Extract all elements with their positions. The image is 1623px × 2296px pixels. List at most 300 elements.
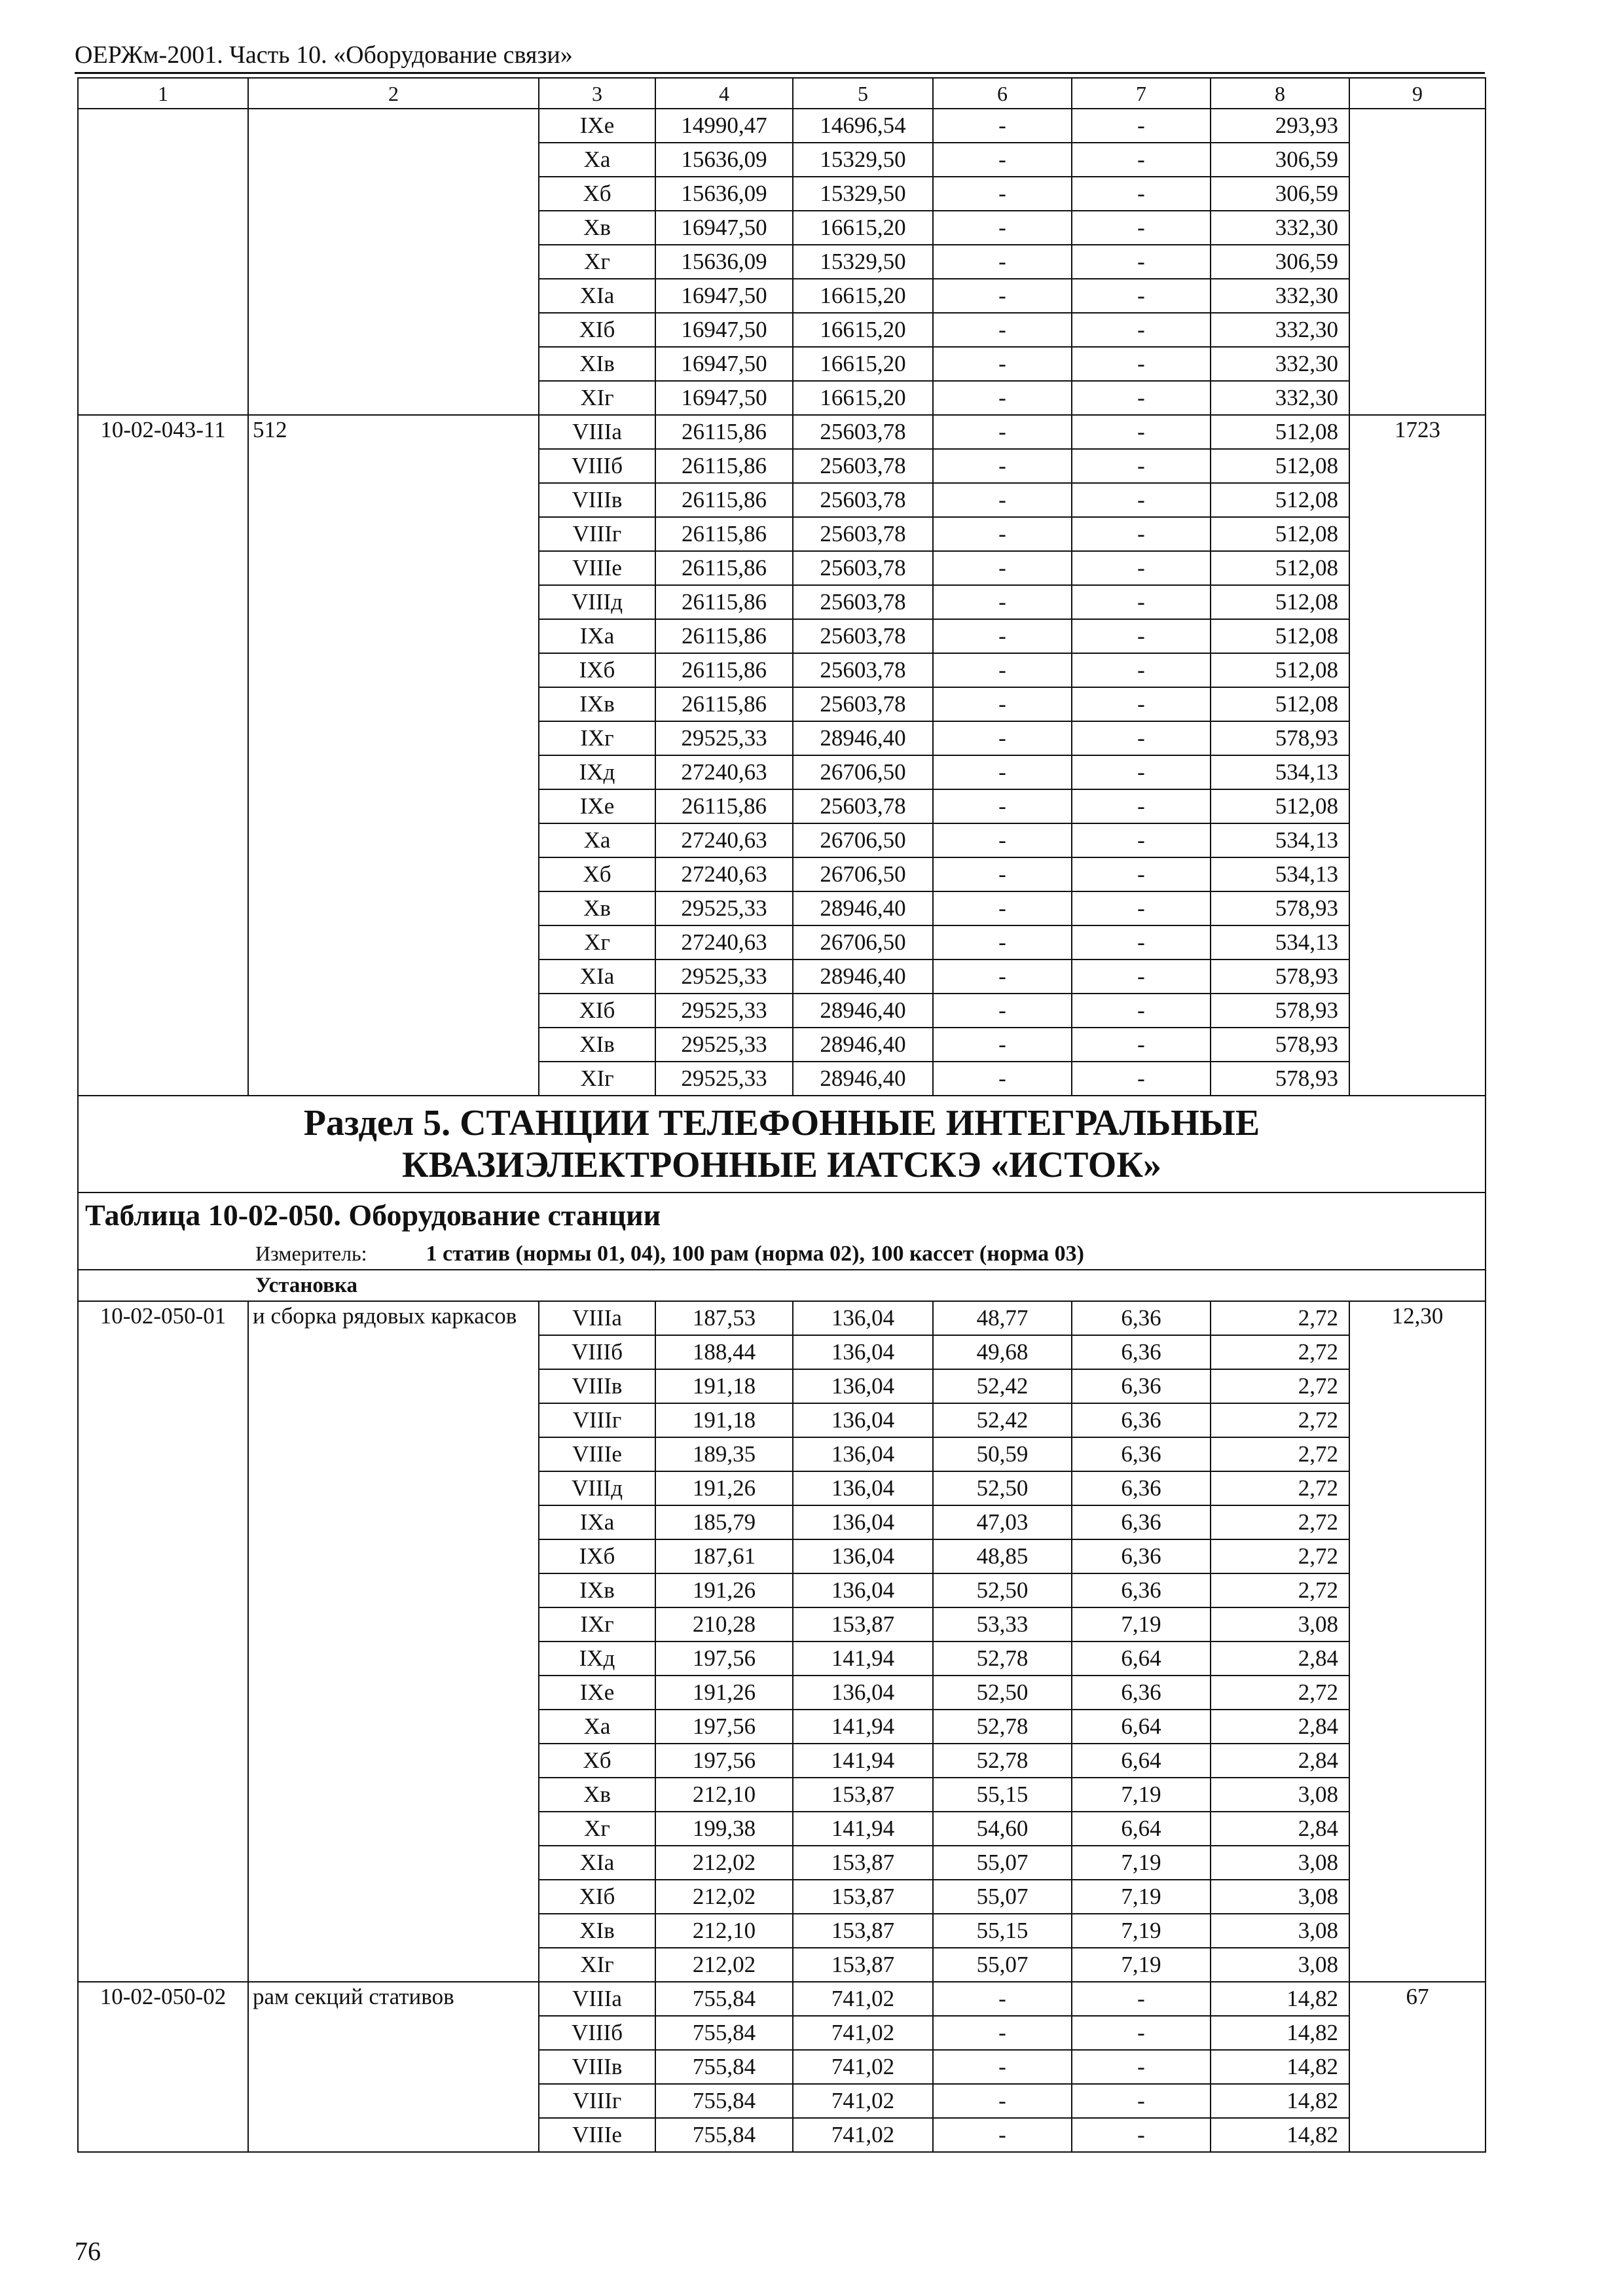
zone-cell: IXв xyxy=(539,1573,655,1607)
material-cost-cell: 14,82 xyxy=(1211,2050,1349,2084)
material-cost-cell: 2,72 xyxy=(1211,1301,1349,1335)
zone-cell: VIIIв xyxy=(539,483,655,517)
zone-cell: XIб xyxy=(539,313,655,347)
machine-cost-cell: - xyxy=(933,823,1072,857)
column-number-cell: 1 xyxy=(78,78,248,109)
labor-cost-cell: 141,94 xyxy=(793,1812,933,1846)
labor-cost-cell: 25603,78 xyxy=(793,415,933,449)
machine-cost-cell: - xyxy=(933,789,1072,823)
measure-cell xyxy=(78,1238,1486,1270)
material-cost-cell: 3,08 xyxy=(1211,1948,1349,1982)
labor-cost-cell: 16615,20 xyxy=(793,211,933,245)
zone-cell: XIб xyxy=(539,994,655,1028)
labor-cost-cell: 136,04 xyxy=(793,1301,933,1335)
price-total-cell: 212,02 xyxy=(655,1880,793,1914)
zone-cell: VIIIд xyxy=(539,585,655,619)
machine-cost-cell: 48,85 xyxy=(933,1539,1072,1573)
weight-cell: 67 xyxy=(1349,1982,1486,2152)
running-header: ОЕРЖм-2001. Часть 10. «Оборудование связи» xyxy=(75,41,573,69)
labor-cost-cell: 141,94 xyxy=(793,1710,933,1744)
machine-cost-cell: - xyxy=(933,1028,1072,1062)
operator-wage-cell: - xyxy=(1072,1982,1211,2016)
material-cost-cell: 3,08 xyxy=(1211,1880,1349,1914)
machine-cost-cell: - xyxy=(933,653,1072,687)
zone-cell: Xа xyxy=(539,143,655,177)
price-total-cell: 27240,63 xyxy=(655,857,793,891)
section-heading-row xyxy=(78,1096,1486,1193)
labor-cost-cell: 15329,50 xyxy=(793,177,933,211)
price-total-cell: 15636,09 xyxy=(655,245,793,279)
zone-cell: IXа xyxy=(539,619,655,653)
labor-cost-cell: 25603,78 xyxy=(793,653,933,687)
machine-cost-cell: - xyxy=(933,755,1072,789)
operator-wage-cell: - xyxy=(1072,517,1211,551)
table-body xyxy=(78,78,1486,2152)
price-total-cell: 187,53 xyxy=(655,1301,793,1335)
operator-wage-cell: 6,36 xyxy=(1072,1437,1211,1471)
zone-cell: XIа xyxy=(539,1846,655,1880)
price-table xyxy=(77,77,1486,2153)
labor-cost-cell: 28946,40 xyxy=(793,1028,933,1062)
column-number-cell: 2 xyxy=(248,78,539,109)
operator-wage-cell: 7,19 xyxy=(1072,1948,1211,1982)
machine-cost-cell: - xyxy=(933,687,1072,721)
operator-wage-cell: - xyxy=(1072,2016,1211,2050)
name-cell xyxy=(248,109,539,415)
material-cost-cell: 512,08 xyxy=(1211,789,1349,823)
labor-cost-cell: 16615,20 xyxy=(793,347,933,381)
price-total-cell: 26115,86 xyxy=(655,517,793,551)
machine-cost-cell: - xyxy=(933,2050,1072,2084)
operator-wage-cell: - xyxy=(1072,755,1211,789)
zone-cell: Xв xyxy=(539,211,655,245)
material-cost-cell: 512,08 xyxy=(1211,415,1349,449)
price-total-cell: 191,18 xyxy=(655,1403,793,1437)
operator-wage-cell: 7,19 xyxy=(1072,1607,1211,1641)
operator-wage-cell: 6,36 xyxy=(1072,1539,1211,1573)
labor-cost-cell: 153,87 xyxy=(793,1846,933,1880)
price-total-cell: 16947,50 xyxy=(655,347,793,381)
material-cost-cell: 3,08 xyxy=(1211,1607,1349,1641)
machine-cost-cell: - xyxy=(933,2118,1072,2152)
section-heading xyxy=(78,1096,1486,1193)
material-cost-cell: 332,30 xyxy=(1211,279,1349,313)
material-cost-cell: 306,59 xyxy=(1211,245,1349,279)
column-number-cell: 9 xyxy=(1349,78,1486,109)
machine-cost-cell: - xyxy=(933,1062,1072,1096)
labor-cost-cell: 28946,40 xyxy=(793,994,933,1028)
labor-cost-cell: 741,02 xyxy=(793,2050,933,2084)
material-cost-cell: 14,82 xyxy=(1211,2084,1349,2118)
material-cost-cell: 2,72 xyxy=(1211,1505,1349,1539)
material-cost-cell: 512,08 xyxy=(1211,687,1349,721)
price-total-cell: 197,56 xyxy=(655,1710,793,1744)
operator-wage-cell: - xyxy=(1072,619,1211,653)
machine-cost-cell: - xyxy=(933,381,1072,415)
material-cost-cell: 293,93 xyxy=(1211,109,1349,143)
price-total-cell: 26115,86 xyxy=(655,789,793,823)
table-row xyxy=(78,1301,1486,1335)
operator-wage-cell: - xyxy=(1072,415,1211,449)
machine-cost-cell: 50,59 xyxy=(933,1437,1072,1471)
machine-cost-cell: - xyxy=(933,109,1072,143)
material-cost-cell: 2,72 xyxy=(1211,1539,1349,1573)
zone-cell: Xа xyxy=(539,823,655,857)
operator-wage-cell: 6,36 xyxy=(1072,1301,1211,1335)
labor-cost-cell: 25603,78 xyxy=(793,585,933,619)
column-number-cell: 8 xyxy=(1211,78,1349,109)
zone-cell: IXе xyxy=(539,1676,655,1710)
machine-cost-cell: - xyxy=(933,143,1072,177)
measure-value: 1 статив (нормы 01, 04), 100 рам (норма 02), 100 кассет (норма 03) xyxy=(426,1241,1084,1266)
material-cost-cell: 578,93 xyxy=(1211,891,1349,925)
machine-cost-cell: - xyxy=(933,449,1072,483)
operator-wage-cell: 6,36 xyxy=(1072,1369,1211,1403)
zone-cell: IXб xyxy=(539,1539,655,1573)
machine-cost-cell: 55,15 xyxy=(933,1778,1072,1812)
labor-cost-cell: 15329,50 xyxy=(793,143,933,177)
zone-cell: VIIIг xyxy=(539,2084,655,2118)
machine-cost-cell: 52,78 xyxy=(933,1641,1072,1676)
price-total-cell: 188,44 xyxy=(655,1335,793,1369)
machine-cost-cell: 48,77 xyxy=(933,1301,1072,1335)
machine-cost-cell: - xyxy=(933,483,1072,517)
price-total-cell: 755,84 xyxy=(655,1982,793,2016)
price-total-cell: 26115,86 xyxy=(655,483,793,517)
material-cost-cell: 534,13 xyxy=(1211,857,1349,891)
operator-wage-cell: 6,36 xyxy=(1072,1676,1211,1710)
zone-cell: VIIIе xyxy=(539,2118,655,2152)
material-cost-cell: 534,13 xyxy=(1211,925,1349,960)
material-cost-cell: 512,08 xyxy=(1211,585,1349,619)
labor-cost-cell: 141,94 xyxy=(793,1641,933,1676)
material-cost-cell: 332,30 xyxy=(1211,381,1349,415)
price-total-cell: 197,56 xyxy=(655,1744,793,1778)
price-total-cell: 29525,33 xyxy=(655,1028,793,1062)
material-cost-cell: 512,08 xyxy=(1211,483,1349,517)
operator-wage-cell: - xyxy=(1072,585,1211,619)
price-total-cell: 755,84 xyxy=(655,2118,793,2152)
name-cell: 512 xyxy=(248,415,539,1096)
labor-cost-cell: 25603,78 xyxy=(793,789,933,823)
code-cell: 10-02-050-02 xyxy=(78,1982,248,2152)
labor-cost-cell: 136,04 xyxy=(793,1403,933,1437)
machine-cost-cell: - xyxy=(933,721,1072,755)
material-cost-cell: 578,93 xyxy=(1211,1062,1349,1096)
labor-cost-cell: 28946,40 xyxy=(793,891,933,925)
material-cost-cell: 2,84 xyxy=(1211,1744,1349,1778)
price-total-cell: 27240,63 xyxy=(655,823,793,857)
operator-wage-cell: 7,19 xyxy=(1072,1778,1211,1812)
price-total-cell: 16947,50 xyxy=(655,279,793,313)
operator-wage-cell: 7,19 xyxy=(1072,1880,1211,1914)
operator-wage-cell: - xyxy=(1072,891,1211,925)
machine-cost-cell: - xyxy=(933,994,1072,1028)
material-cost-cell: 2,84 xyxy=(1211,1812,1349,1846)
operator-wage-cell: - xyxy=(1072,381,1211,415)
labor-cost-cell: 15329,50 xyxy=(793,245,933,279)
price-total-cell: 27240,63 xyxy=(655,755,793,789)
price-total-cell: 26115,86 xyxy=(655,415,793,449)
price-total-cell: 15636,09 xyxy=(655,143,793,177)
operator-wage-cell: 6,36 xyxy=(1072,1505,1211,1539)
machine-cost-cell: - xyxy=(933,517,1072,551)
operator-wage-cell: - xyxy=(1072,2118,1211,2152)
price-total-cell: 16947,50 xyxy=(655,313,793,347)
operator-wage-cell: - xyxy=(1072,2084,1211,2118)
price-total-cell: 27240,63 xyxy=(655,925,793,960)
zone-cell: IXб xyxy=(539,653,655,687)
price-total-cell: 26115,86 xyxy=(655,619,793,653)
machine-cost-cell: 55,07 xyxy=(933,1948,1072,1982)
code-cell: 10-02-050-01 xyxy=(78,1301,248,1982)
machine-cost-cell: - xyxy=(933,960,1072,994)
price-total-cell: 29525,33 xyxy=(655,994,793,1028)
operator-wage-cell: - xyxy=(1072,823,1211,857)
operator-wage-cell: - xyxy=(1072,109,1211,143)
zone-cell: XIб xyxy=(539,1880,655,1914)
labor-cost-cell: 741,02 xyxy=(793,1982,933,2016)
labor-cost-cell: 153,87 xyxy=(793,1607,933,1641)
zone-cell: XIг xyxy=(539,1062,655,1096)
labor-cost-cell: 741,02 xyxy=(793,2016,933,2050)
price-total-cell: 191,18 xyxy=(655,1369,793,1403)
machine-cost-cell: 49,68 xyxy=(933,1335,1072,1369)
zone-cell: VIIIа xyxy=(539,1301,655,1335)
material-cost-cell: 578,93 xyxy=(1211,721,1349,755)
price-total-cell: 187,61 xyxy=(655,1539,793,1573)
operator-wage-cell: 6,36 xyxy=(1072,1403,1211,1437)
zone-cell: Xг xyxy=(539,925,655,960)
material-cost-cell: 14,82 xyxy=(1211,2118,1349,2152)
measure-label: Измеритель: xyxy=(255,1241,367,1265)
operator-wage-cell: - xyxy=(1072,653,1211,687)
price-total-cell: 29525,33 xyxy=(655,1062,793,1096)
labor-cost-cell: 26706,50 xyxy=(793,925,933,960)
labor-cost-cell: 136,04 xyxy=(793,1573,933,1607)
labor-cost-cell: 741,02 xyxy=(793,2084,933,2118)
operator-wage-cell: 7,19 xyxy=(1072,1914,1211,1948)
labor-cost-cell: 28946,40 xyxy=(793,1062,933,1096)
labor-cost-cell: 141,94 xyxy=(793,1744,933,1778)
zone-cell: XIа xyxy=(539,279,655,313)
operator-wage-cell: - xyxy=(1072,211,1211,245)
zone-cell: Xб xyxy=(539,857,655,891)
labor-cost-cell: 16615,20 xyxy=(793,381,933,415)
material-cost-cell: 2,72 xyxy=(1211,1573,1349,1607)
weight-cell: 12,30 xyxy=(1349,1301,1486,1982)
zone-cell: VIIIб xyxy=(539,449,655,483)
operator-wage-cell: - xyxy=(1072,857,1211,891)
price-total-cell: 26115,86 xyxy=(655,585,793,619)
labor-cost-cell: 28946,40 xyxy=(793,721,933,755)
zone-cell: XIв xyxy=(539,1028,655,1062)
labor-cost-cell: 136,04 xyxy=(793,1505,933,1539)
zone-cell: IXг xyxy=(539,721,655,755)
code-cell: 10-02-043-11 xyxy=(78,415,248,1096)
operator-wage-cell: - xyxy=(1072,245,1211,279)
price-total-cell: 185,79 xyxy=(655,1505,793,1539)
operator-wage-cell: - xyxy=(1072,551,1211,585)
material-cost-cell: 512,08 xyxy=(1211,619,1349,653)
operator-wage-cell: - xyxy=(1072,960,1211,994)
column-number-cell: 6 xyxy=(933,78,1072,109)
material-cost-cell: 3,08 xyxy=(1211,1778,1349,1812)
zone-cell: VIIIа xyxy=(539,415,655,449)
column-number-cell: 4 xyxy=(655,78,793,109)
section-heading-line-2: КВАЗИЭЛЕКТРОННЫЕ ИАТСКЭ «ИСТОК» xyxy=(402,1145,1161,1185)
machine-cost-cell: - xyxy=(933,2016,1072,2050)
machine-cost-cell: 52,50 xyxy=(933,1573,1072,1607)
labor-cost-cell: 14696,54 xyxy=(793,109,933,143)
price-total-cell: 191,26 xyxy=(655,1573,793,1607)
labor-cost-cell: 28946,40 xyxy=(793,960,933,994)
labor-cost-cell: 25603,78 xyxy=(793,551,933,585)
column-number-cell: 3 xyxy=(539,78,655,109)
zone-cell: IXв xyxy=(539,687,655,721)
zone-cell: VIIIг xyxy=(539,517,655,551)
material-cost-cell: 578,93 xyxy=(1211,1028,1349,1062)
machine-cost-cell: 52,50 xyxy=(933,1676,1072,1710)
machine-cost-cell: 52,42 xyxy=(933,1403,1072,1437)
price-total-cell: 755,84 xyxy=(655,2016,793,2050)
material-cost-cell: 2,72 xyxy=(1211,1403,1349,1437)
machine-cost-cell: - xyxy=(933,177,1072,211)
operator-wage-cell: - xyxy=(1072,177,1211,211)
operator-wage-cell: - xyxy=(1072,449,1211,483)
operator-wage-cell: - xyxy=(1072,347,1211,381)
material-cost-cell: 2,72 xyxy=(1211,1471,1349,1505)
machine-cost-cell: - xyxy=(933,245,1072,279)
machine-cost-cell: - xyxy=(933,313,1072,347)
machine-cost-cell: 47,03 xyxy=(933,1505,1072,1539)
zone-cell: VIIIд xyxy=(539,1471,655,1505)
table-row xyxy=(78,415,1486,449)
machine-cost-cell: 55,15 xyxy=(933,1914,1072,1948)
zone-cell: Xг xyxy=(539,245,655,279)
labor-cost-cell: 153,87 xyxy=(793,1778,933,1812)
table-row xyxy=(78,109,1486,143)
price-total-cell: 212,10 xyxy=(655,1914,793,1948)
price-total-cell: 210,28 xyxy=(655,1607,793,1641)
zone-cell: IXг xyxy=(539,1607,655,1641)
operator-wage-cell: - xyxy=(1072,1028,1211,1062)
labor-cost-cell: 153,87 xyxy=(793,1948,933,1982)
column-number-cell: 5 xyxy=(793,78,933,109)
price-total-cell: 14990,47 xyxy=(655,109,793,143)
price-total-cell: 191,26 xyxy=(655,1676,793,1710)
price-total-cell: 189,35 xyxy=(655,1437,793,1471)
operator-wage-cell: - xyxy=(1072,483,1211,517)
price-total-cell: 26115,86 xyxy=(655,653,793,687)
subheading-row xyxy=(78,1270,1486,1301)
page-number: 76 xyxy=(75,2236,101,2266)
price-total-cell: 755,84 xyxy=(655,2084,793,2118)
material-cost-cell: 512,08 xyxy=(1211,517,1349,551)
price-total-cell: 16947,50 xyxy=(655,381,793,415)
material-cost-cell: 306,59 xyxy=(1211,143,1349,177)
operator-wage-cell: 6,64 xyxy=(1072,1641,1211,1676)
zone-cell: Xг xyxy=(539,1812,655,1846)
zone-cell: XIг xyxy=(539,1948,655,1982)
column-number-row xyxy=(78,78,1486,109)
machine-cost-cell: - xyxy=(933,891,1072,925)
table-row xyxy=(78,1982,1486,2016)
machine-cost-cell: 52,78 xyxy=(933,1710,1072,1744)
price-total-cell: 197,56 xyxy=(655,1641,793,1676)
material-cost-cell: 534,13 xyxy=(1211,823,1349,857)
operator-wage-cell: - xyxy=(1072,279,1211,313)
price-total-cell: 212,10 xyxy=(655,1778,793,1812)
price-total-cell: 29525,33 xyxy=(655,891,793,925)
table-title: Таблица 10-02-050. Оборудование станции xyxy=(78,1193,1486,1238)
material-cost-cell: 578,93 xyxy=(1211,994,1349,1028)
material-cost-cell: 578,93 xyxy=(1211,960,1349,994)
column-number-cell: 7 xyxy=(1072,78,1211,109)
zone-cell: Xв xyxy=(539,891,655,925)
labor-cost-cell: 25603,78 xyxy=(793,449,933,483)
labor-cost-cell: 136,04 xyxy=(793,1437,933,1471)
material-cost-cell: 2,72 xyxy=(1211,1369,1349,1403)
machine-cost-cell: 55,07 xyxy=(933,1880,1072,1914)
zone-cell: IXе xyxy=(539,109,655,143)
price-total-cell: 15636,09 xyxy=(655,177,793,211)
operator-wage-cell: 6,36 xyxy=(1072,1471,1211,1505)
machine-cost-cell: - xyxy=(933,211,1072,245)
material-cost-cell: 2,72 xyxy=(1211,1437,1349,1471)
code-cell xyxy=(78,109,248,415)
section-heading-line-1: Раздел 5. СТАНЦИИ ТЕЛЕФОННЫЕ ИНТЕГРАЛЬНЫЕ xyxy=(303,1103,1260,1143)
labor-cost-cell: 26706,50 xyxy=(793,857,933,891)
zone-cell: Xб xyxy=(539,1744,655,1778)
machine-cost-cell: - xyxy=(933,619,1072,653)
zone-cell: Xб xyxy=(539,177,655,211)
operator-wage-cell: - xyxy=(1072,789,1211,823)
machine-cost-cell: - xyxy=(933,415,1072,449)
material-cost-cell: 512,08 xyxy=(1211,551,1349,585)
labor-cost-cell: 136,04 xyxy=(793,1369,933,1403)
material-cost-cell: 2,72 xyxy=(1211,1676,1349,1710)
table-title-row xyxy=(78,1193,1486,1238)
labor-cost-cell: 741,02 xyxy=(793,2118,933,2152)
material-cost-cell: 512,08 xyxy=(1211,449,1349,483)
zone-cell: VIIIе xyxy=(539,551,655,585)
machine-cost-cell: - xyxy=(933,857,1072,891)
operator-wage-cell: - xyxy=(1072,313,1211,347)
material-cost-cell: 3,08 xyxy=(1211,1914,1349,1948)
machine-cost-cell: - xyxy=(933,279,1072,313)
zone-cell: VIIIб xyxy=(539,2016,655,2050)
operator-wage-cell: - xyxy=(1072,925,1211,960)
labor-cost-cell: 16615,20 xyxy=(793,279,933,313)
machine-cost-cell: - xyxy=(933,2084,1072,2118)
machine-cost-cell: 52,42 xyxy=(933,1369,1072,1403)
operator-wage-cell: - xyxy=(1072,687,1211,721)
subheading-cell: Установка xyxy=(78,1270,1486,1301)
price-total-cell: 212,02 xyxy=(655,1846,793,1880)
zone-cell: XIв xyxy=(539,1914,655,1948)
zone-cell: XIв xyxy=(539,347,655,381)
operator-wage-cell: - xyxy=(1072,143,1211,177)
labor-cost-cell: 136,04 xyxy=(793,1539,933,1573)
labor-cost-cell: 16615,20 xyxy=(793,313,933,347)
operator-wage-cell: 6,36 xyxy=(1072,1573,1211,1607)
zone-cell: VIIIа xyxy=(539,1982,655,2016)
zone-cell: IXе xyxy=(539,789,655,823)
labor-cost-cell: 153,87 xyxy=(793,1880,933,1914)
labor-cost-cell: 25603,78 xyxy=(793,483,933,517)
zone-cell: VIIIв xyxy=(539,1369,655,1403)
